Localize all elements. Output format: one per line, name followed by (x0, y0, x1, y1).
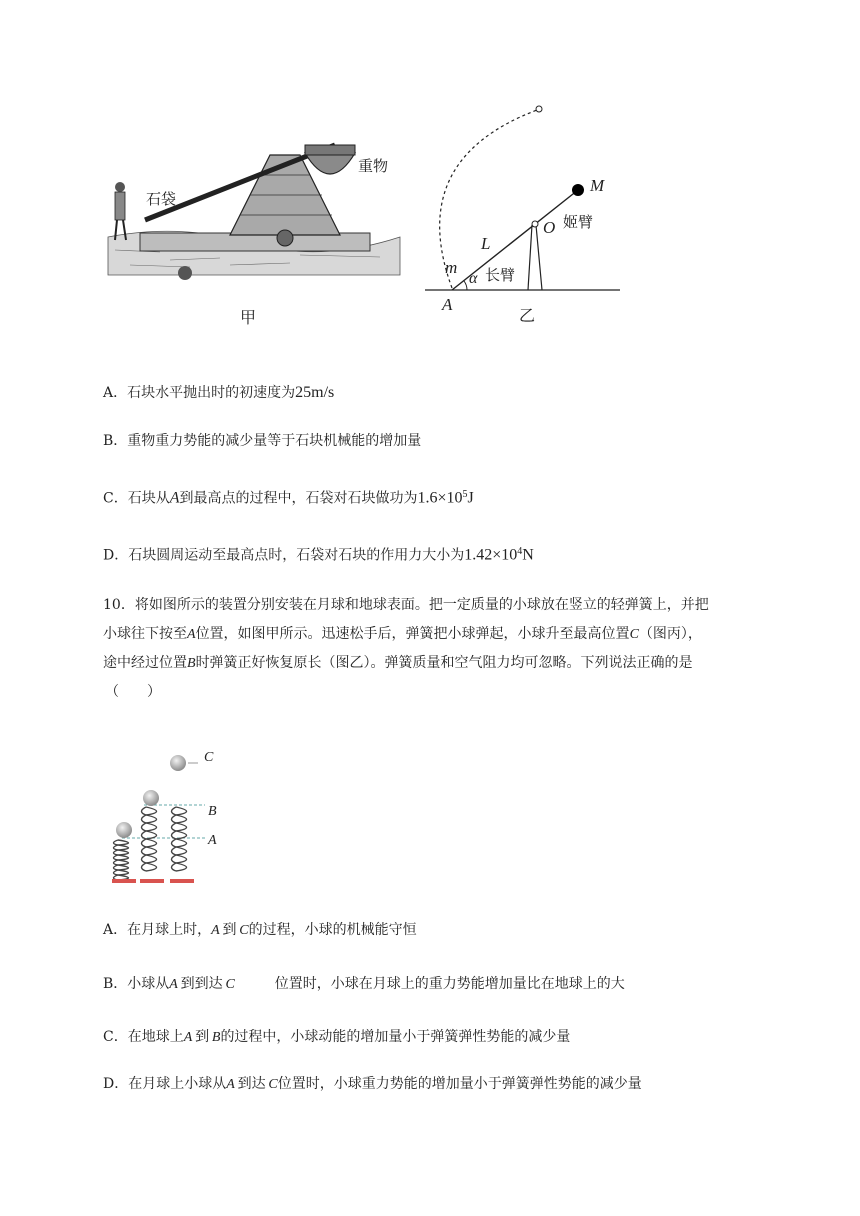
spring-label-A: A (208, 833, 217, 848)
label-m: m (445, 258, 458, 277)
q10-line2: 小球往下按至A位置，如图甲所示。迅速松手后，弹簧把小球弹起，小球升至最高位置C（图丙）， (103, 626, 702, 642)
label-L: L (481, 234, 491, 253)
q9-option-a: A．石块水平抛出时的初速度为25m/s (103, 384, 335, 401)
weight-label: 重物 (358, 157, 389, 175)
spring-label-C: C (204, 750, 214, 765)
figure-jia (100, 125, 410, 295)
label-M: M (590, 176, 605, 195)
catapult-illustration (100, 125, 410, 295)
label-A: A (442, 295, 453, 314)
stone-bag-label: 石袋 (146, 190, 177, 208)
q10-option-d: D．在月球上小球从A 到达 C位置时，小球重力势能的增加量小于弹簧弹性势能的减少量 (103, 1076, 642, 1092)
figure-yi (415, 100, 630, 314)
spring-figure (100, 745, 240, 890)
caption-yi: 乙 (519, 306, 536, 325)
label-alpha: α (469, 270, 478, 287)
label-ji-arm: 姬臂 (563, 213, 594, 231)
spring-diagram (100, 745, 240, 890)
q10-option-c: C．在地球上A 到 B的过程中，小球动能的增加量小于弹簧弹性势能的减少量 (103, 1029, 571, 1045)
q9-option-b: B．重物重力势能的减少量等于石块机械能的增加量 (103, 433, 422, 449)
label-long-arm: 长臂 (485, 266, 516, 284)
q10-line1: 10．将如图所示的装置分别安装在月球和地球表面。把一定质量的小球放在竖立的轻弹簧上，并把 (103, 597, 709, 613)
q10-line4: （ ） (105, 684, 161, 700)
q10-option-b: B．小球从A 到到达 C 位置时，小球在月球上的重力势能增加量比在地球上的大 (103, 976, 625, 992)
q10-option-a: A．在月球上时，A 到 C的过程，小球的机械能守恒 (103, 922, 417, 938)
q9-option-d: D．石块圆周运动至最高点时，石袋对石块的作用力大小为$1.42\times 10^4N$ (103, 546, 534, 564)
q10-stem (103, 591, 763, 707)
label-O: O (543, 218, 556, 237)
q9-option-c: C．石块从A到最高点的过程中，石袋对石块做功为$1.6\times 10^5J$ (103, 489, 474, 507)
caption-jia: 甲 (240, 308, 257, 327)
q10-line3: 途中经过位置B时弹簧正好恢复原长（图乙）。弹簧质量和空气阻力均可忽略。下列说法正确的是 (103, 655, 693, 671)
spring-label-B: B (208, 804, 217, 819)
